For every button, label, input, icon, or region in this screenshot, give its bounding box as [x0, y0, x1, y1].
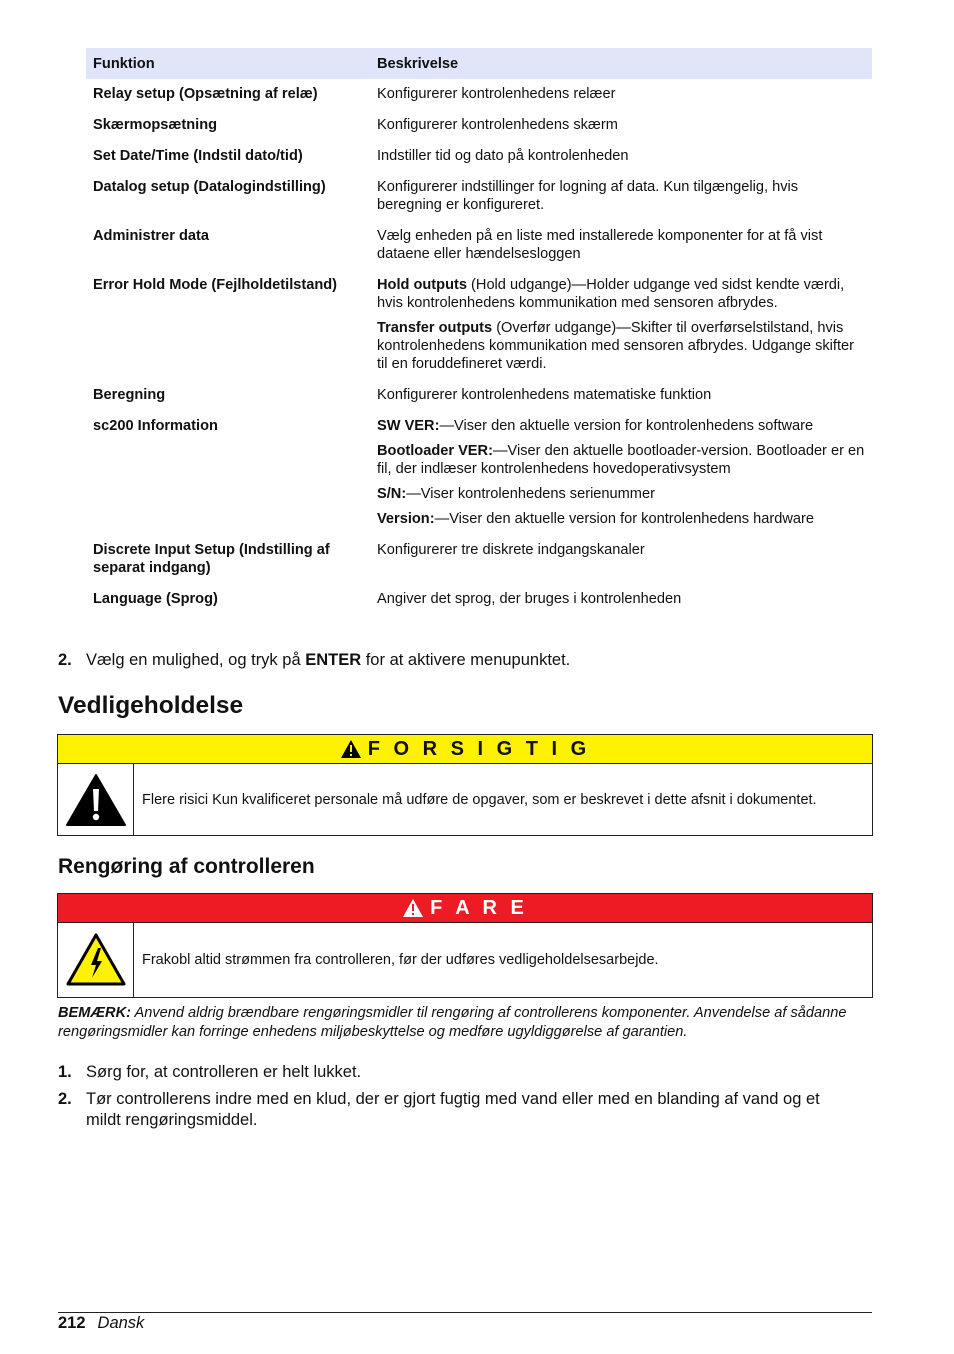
function-name-cell: Datalog setup (Datalogindstilling): [93, 179, 326, 195]
caution-text: Flere risici Kun kvalificeret personale må udføre de opgaver, som er beskrevet i dette afsnit i dokumentet.: [142, 791, 817, 808]
description-line: [377, 116, 865, 134]
electrical-shock-icon: [65, 932, 127, 988]
function-table: [86, 48, 872, 615]
description-text: Konfigurerer kontrolenhedens matematiske funktion: [377, 387, 712, 403]
function-name-cell: Skærmopsætning: [93, 117, 218, 133]
table-row: [86, 270, 872, 380]
page-number: 212: [58, 1314, 86, 1332]
table-row: [86, 172, 872, 221]
description-label: Transfer outputs: [377, 320, 493, 336]
table-row: [86, 110, 872, 141]
danger-header: [58, 894, 872, 923]
section-title: Vedligeholdelse: [58, 692, 244, 719]
caution-title: F O R S I G T I G: [367, 737, 591, 760]
description-label: S/N:: [377, 486, 407, 502]
description-text: —Viser kontrolenhedens serienummer: [406, 486, 655, 502]
footer-language: Dansk: [97, 1314, 145, 1332]
step-text-pre: Vælg en mulighed, og tryk på: [86, 651, 306, 669]
description-line: [377, 386, 865, 404]
description-text: —Viser den aktuelle version for kontrolenhedens hardware: [434, 511, 814, 527]
note-text: Anvend aldrig brændbare rengøringsmidler til rengøring af controllerens komponenter. Anvendelse af sådanne rengøringsmidler kan forringe enhedens miljøbeskyttelse og medføre ugyldiggørelse af garantien.: [58, 1005, 847, 1040]
description-line: [377, 417, 865, 435]
step-number: 2.: [58, 651, 72, 669]
step-text-post: for at aktivere menupunktet.: [361, 651, 571, 669]
function-name-cell: Administrer data: [93, 228, 209, 244]
description-text: —Viser den aktuelle bootloader-version. Bootloader er en fil, der indlæser kontrolenhedens hovedoperativsystem: [377, 443, 865, 477]
table-header-row: [86, 48, 872, 79]
warning-triangle-icon: [340, 739, 362, 759]
step-text: Sørg for, at controlleren er helt lukket.: [86, 1063, 362, 1081]
subsection-title: Rengøring af controlleren: [58, 855, 315, 878]
function-description-cell: [370, 221, 872, 270]
danger-text: Frakobl altid strømmen fra controlleren, før der udføres vedligeholdelsesarbejde.: [142, 952, 659, 968]
function-description-cell: [370, 79, 872, 110]
description-line: [377, 590, 865, 608]
note-paragraph: [58, 1004, 868, 1042]
danger-icon-cell: [58, 923, 134, 997]
function-name-cell: Language (Sprog): [93, 591, 218, 607]
function-description-cell: [370, 584, 872, 615]
description-text: —Viser den aktuelle version for kontrolenhedens software: [439, 418, 814, 434]
function-description-cell: [370, 141, 872, 172]
function-description-cell: [370, 270, 872, 380]
description-label: Bootloader VER:: [377, 443, 493, 459]
description-line: [377, 178, 865, 214]
table-body: [86, 79, 872, 615]
description-text: Konfigurerer kontrolenhedens relæer: [377, 86, 616, 102]
description-line: [377, 147, 865, 165]
description-text: Konfigurerer indstillinger for logning af data. Kun tilgængelig, hvis beregning er konfigureret.: [377, 179, 799, 213]
description-line: [377, 485, 865, 503]
table-row: [86, 380, 872, 411]
caution-icon-cell: [58, 764, 134, 835]
step-text: Tør controllerens indre med en klud, der er gjort fugtig med vand eller med en blanding af vand og et mildt rengøringsmiddel.: [86, 1090, 820, 1129]
table-row: [86, 141, 872, 172]
table-row: [86, 79, 872, 110]
description-label: Version:: [377, 511, 435, 527]
function-name-cell: Set Date/Time (Indstil dato/tid): [93, 148, 303, 164]
description-label: Hold outputs: [377, 277, 467, 293]
step-number: 1.: [58, 1063, 72, 1081]
exclamation-warning-icon: [65, 773, 127, 827]
function-name-cell: Error Hold Mode (Fejlholdetilstand): [93, 277, 338, 293]
danger-box: [57, 893, 873, 998]
warning-triangle-icon: [402, 898, 424, 918]
description-line: [377, 541, 865, 559]
description-text: (Hold udgange)—Holder udgange ved sidst kendte værdi, hvis kontrolenhedens kommunikation med sensoren afbrydes.: [377, 277, 845, 311]
function-name-cell: Beregning: [93, 387, 166, 403]
function-name-cell: Relay setup (Opsætning af relæ): [93, 86, 318, 102]
table-row: [86, 584, 872, 615]
table-row: [86, 411, 872, 535]
description-line: [377, 319, 865, 373]
description-text: Angiver det sprog, der bruges i kontrolenheden: [377, 591, 682, 607]
function-description-cell: [370, 411, 872, 535]
enter-key-label: ENTER: [305, 651, 362, 669]
caution-box: [57, 734, 873, 836]
page-footer: [58, 1313, 144, 1333]
description-line: [377, 227, 865, 263]
danger-title: F A R E: [430, 896, 528, 919]
description-text: Konfigurerer kontrolenhedens skærm: [377, 117, 618, 133]
function-description-cell: [370, 380, 872, 411]
footer-divider: [58, 1312, 872, 1313]
description-text: Vælg enheden på en liste med installerede komponenter for at få vist dataene eller hændelsesloggen: [377, 228, 823, 262]
function-description-cell: [370, 172, 872, 221]
description-text: Konfigurerer tre diskrete indgangskanaler: [377, 542, 645, 558]
description-text: Indstiller tid og dato på kontrolenheden: [377, 148, 629, 164]
description-line: [377, 276, 865, 312]
function-description-cell: [370, 535, 872, 584]
column-header-function: Funktion: [86, 48, 370, 79]
description-line: [377, 510, 865, 528]
function-name-cell: sc200 Information: [93, 418, 218, 434]
description-line: [377, 85, 865, 103]
step-number: 2.: [58, 1090, 72, 1108]
function-name-cell: Discrete Input Setup (Indstilling af separat indgang): [93, 542, 330, 576]
function-description-cell: [370, 110, 872, 141]
description-text: (Overfør udgange)—Skifter til overførselstilstand, hvis kontrolenhedens kommunikation med sensoren afbrydes. Udgange skifter til en foruddefineret værdi.: [377, 320, 854, 372]
step-text: [86, 650, 866, 671]
caution-header: [58, 735, 872, 764]
description-label: SW VER:: [377, 418, 440, 434]
table-row: [86, 221, 872, 270]
note-label: BEMÆRK:: [58, 1005, 131, 1021]
column-header-description: Beskrivelse: [370, 48, 872, 79]
description-line: [377, 442, 865, 478]
table-row: [86, 535, 872, 584]
